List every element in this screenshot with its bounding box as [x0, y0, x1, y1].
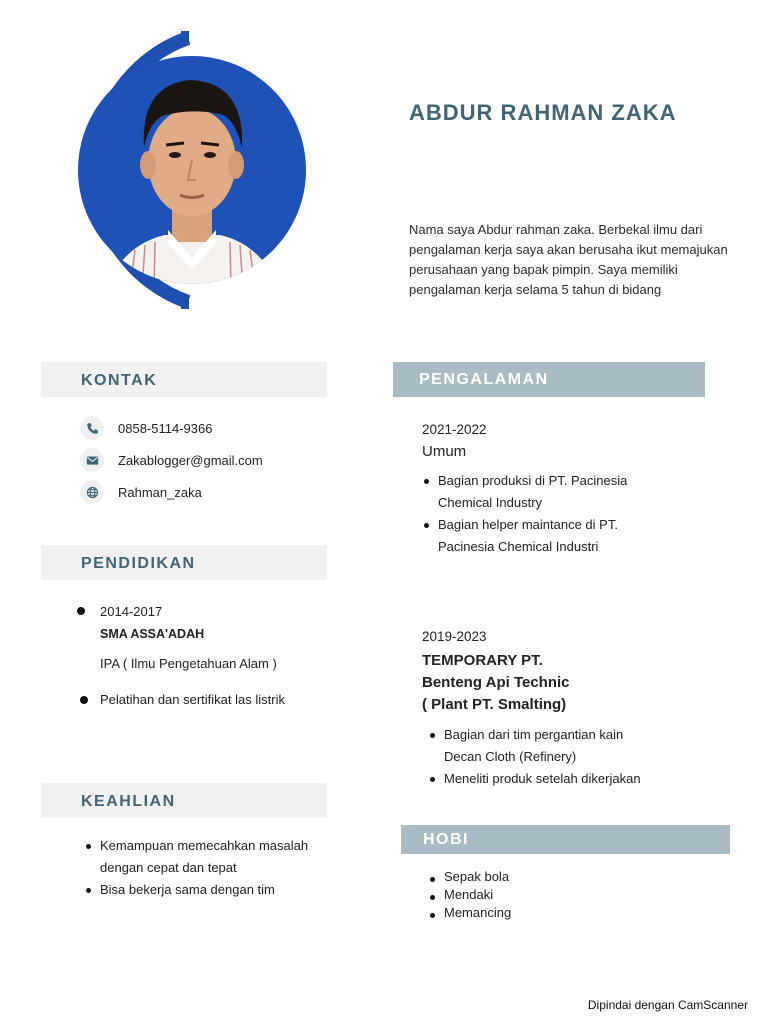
phone-icon — [80, 416, 104, 440]
list-item: Meneliti produk setelah dikerjakan — [428, 768, 648, 790]
section-header-skills: KEAHLIAN — [41, 783, 327, 818]
hobbies-list — [428, 868, 628, 922]
list-item: Sepak bola — [428, 868, 628, 886]
education-years: 2014-2017 — [100, 604, 163, 619]
job2-list — [428, 724, 648, 790]
list-item: Mendaki — [428, 886, 628, 904]
contact-phone-text: 0858-5114-9366 — [118, 420, 213, 436]
contact-website[interactable] — [80, 480, 202, 504]
job1-years: 2021-2022 — [422, 422, 487, 437]
list-item: Kemampuan memecahkan masalah dengan cepat dan tepat — [84, 835, 334, 879]
contact-email[interactable] — [80, 448, 263, 472]
job2-company-line3: ( Plant PT. Smalting) — [422, 696, 567, 713]
list-item: Bagian dari tim pergantian kain Decan Cloth (Refinery) — [428, 724, 648, 768]
education-training: Pelatihan dan sertifikat las listrik — [100, 692, 285, 707]
job2-company-line1: TEMPORARY PT. — [422, 652, 543, 669]
job1-company: Umum — [422, 443, 467, 460]
profile-name: ABDUR RAHMAN ZAKA — [409, 100, 677, 125]
section-header-contact: KONTAK — [41, 362, 327, 397]
contact-website-text: Rahman_zaka — [118, 484, 202, 500]
profile-photo-graphic — [40, 30, 310, 312]
scanner-watermark: Dipindai dengan CamScanner — [587, 998, 748, 1012]
list-item: Bagian helper maintance di PT. Pacinesia Chemical Industri — [422, 514, 662, 558]
contact-email-text: Zakablogger@gmail.com — [118, 452, 263, 468]
job2-company-line2: Benteng Api Technic — [422, 674, 570, 691]
mail-icon — [80, 448, 104, 472]
education-school: SMA ASSA'ADAH — [100, 627, 205, 641]
education-major: IPA ( Ilmu Pengetahuan Alam ) — [100, 656, 277, 671]
section-header-education: PENDIDIKAN — [41, 545, 327, 580]
skills-list — [84, 835, 334, 901]
training-bullet — [80, 696, 88, 704]
section-header-hobbies: HOBI — [401, 825, 730, 854]
job1-list — [422, 470, 662, 558]
globe-icon — [80, 480, 104, 504]
section-header-experience: PENGALAMAN — [393, 362, 705, 397]
education-bullet — [77, 607, 85, 615]
contact-phone[interactable] — [80, 416, 212, 440]
list-item: Bisa bekerja sama dengan tim — [84, 879, 334, 901]
list-item: Bagian produksi di PT. Pacinesia Chemical Industry — [422, 470, 662, 514]
profile-intro: Nama saya Abdur rahman zaka. Berbekal ilmu dari pengalaman kerja saya akan berusaha ikut memajukan perusahaan yang bapak pimpin. Saya memiliki pengalaman kerja selama 5 tahun di bidang — [409, 222, 728, 297]
job2-years: 2019-2023 — [422, 629, 487, 644]
list-item: Memancing — [428, 904, 628, 922]
profile-photo — [40, 30, 310, 312]
